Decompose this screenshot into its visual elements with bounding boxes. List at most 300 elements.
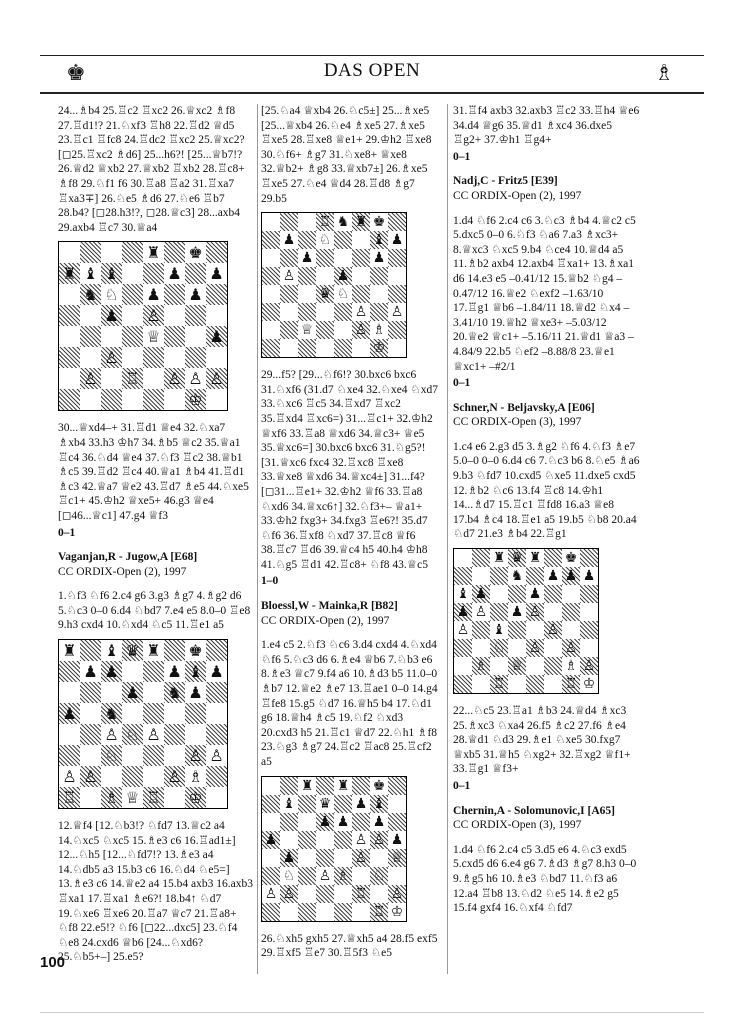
board-square bbox=[80, 661, 101, 682]
board-square bbox=[206, 640, 227, 661]
board-square bbox=[544, 657, 562, 675]
board-square bbox=[388, 321, 406, 339]
board-square bbox=[80, 724, 101, 745]
board-square bbox=[352, 285, 370, 303]
board-square bbox=[185, 682, 206, 703]
board-grid bbox=[58, 639, 228, 809]
game-text: 31.♖f4 axb3 32.axb3 ♖c2 33.♖h4 ♕e6 34.d4 ♕g6 35.♕d1 ♗xc4 36.dxe5 ♖g2+ 37.♔h1 ♖g4+ bbox=[453, 105, 640, 147]
board-square bbox=[185, 305, 206, 326]
game-event: CC ORDIX-Open (2), 1997 bbox=[453, 189, 582, 202]
board-square bbox=[143, 389, 164, 410]
board-square bbox=[164, 389, 185, 410]
chess-piece-icon: ♙ bbox=[167, 767, 182, 787]
chess-piece-icon: ♟ bbox=[564, 568, 578, 585]
chess-piece-icon: ♚ bbox=[372, 214, 386, 231]
chess-piece-icon: ♙ bbox=[104, 348, 119, 368]
board-square bbox=[262, 867, 280, 885]
board-square bbox=[262, 267, 280, 285]
board-square bbox=[164, 284, 185, 305]
board-square bbox=[352, 231, 370, 249]
chess-piece-icon: ♜ bbox=[336, 777, 350, 794]
board-square bbox=[262, 321, 280, 339]
board-square bbox=[352, 777, 370, 795]
board-square bbox=[143, 368, 164, 389]
board-square bbox=[59, 326, 80, 347]
board-square bbox=[352, 867, 370, 885]
board-square bbox=[298, 885, 316, 903]
board-square bbox=[352, 249, 370, 267]
board-square bbox=[508, 657, 526, 675]
board-square bbox=[334, 231, 352, 249]
game-text: [25.♘a4 ♕xb4 26.♘c5±] 25...♗xe5 [25...♕xb4 26.♘e4 ♗xe5 27.♗xe5 ♖xe5 28.♖xe8 ♕e1+ 29.♔h2 ♖xe8 30.♘f6+ ♗g7 31.♘xe8+ ♕xe8 32.♕b2+ ♗g8 33.♕xb7±] 26.♗xe5 ♖xe5 27.♘e4 ♕d4 28.♖d8 ♗g7 29.b5 bbox=[261, 105, 432, 205]
board-square bbox=[122, 389, 143, 410]
chess-piece-icon: ♟ bbox=[456, 604, 470, 621]
chess-piece-icon: ♝ bbox=[104, 264, 119, 284]
board-square bbox=[59, 242, 80, 263]
chess-piece-icon: ♜ bbox=[146, 641, 161, 661]
board-square bbox=[164, 347, 185, 368]
board-square bbox=[80, 389, 101, 410]
chess-piece-icon: ♕ bbox=[146, 327, 161, 347]
board-square bbox=[164, 263, 185, 284]
board-square bbox=[262, 777, 280, 795]
game-result: 0–1 bbox=[453, 377, 471, 390]
board-square bbox=[143, 263, 164, 284]
chess-piece-icon: ♘ bbox=[372, 867, 386, 884]
game-moves: 1.e4 c5 2.♘f3 ♘c6 3.d4 cxd4 4.♘xd4 ♘f6 5.♘c3 d6 6.♗e4 ♕b6 7.♘b3 e6 8.♗e3 ♕c7 9.f4 a6 10.♗d3 b5 11.0–0 ♗b7 12.♕e2 ♗e7 13.♖ae1 0–0 14.g4 ♖fe8 15.g5 ♘d7 16.♕h5 b4 17.♘d1 g6 18.♕h4 ♗c5 19.♘f2 ♘xd3 20.cxd3 h5 21.♖c1 ♕d7 22.♘h1 ♗f8 23.♘g3 ♗g7 24.♖c2 ♖ac8 25.♖cf2 a5 bbox=[261, 639, 438, 768]
chess-piece-icon: ♝ bbox=[492, 622, 506, 639]
board-square bbox=[370, 303, 388, 321]
chess-piece-icon: ♙ bbox=[282, 885, 296, 902]
game-text: 29...f5? [29...♘f6!? 30.bxc6 bxc6 31.♘xf6 (31.d7 ♘xe4 32.♘xe4 ♘xd7 33.♘xc6 ♖c5 34.♖xd7 ♖xc2 35.♖xd4 ♖xc6=) 31...♖c1+ 32.♔h2 ♕xf6 33.♖a8 ♕xd6 34.♕c3+ ♕e5 35.♕xc6=] 30.bxc6 bxc6 31.♘g5?! [31.♕xc6 fxc4 32.♖xc8 ♖xe8 33.♕xe8 ♕xd6 34.♕xc4±] 31...f4? [◻31...♖e1+ 32.♔h2 ♕f6 33.♖a8 ♘xd6 34.♕xc6↑] 32.♘f3+– ♕a1+ 33.♔h2 fxg3+ 34.fxg3 ♖e6?! 35.d7 ♘f6 36.♖xf8 ♘xd7 37.♖c8 ♕f6 38.♖c7 ♖d6 39.♕c4 h5 40.h4 ♔h8 41.♘g5 ♖d1 42.♖c8+ ♘f8 43.♕c5 bbox=[261, 369, 438, 571]
board-square bbox=[508, 621, 526, 639]
board-square bbox=[143, 682, 164, 703]
board-square bbox=[122, 326, 143, 347]
board-square bbox=[352, 813, 370, 831]
chess-piece-icon: ♙ bbox=[83, 767, 98, 787]
chess-piece-icon: ♙ bbox=[318, 867, 332, 884]
board-square bbox=[262, 813, 280, 831]
chess-piece-icon: ♗ bbox=[372, 322, 386, 339]
board-square bbox=[544, 585, 562, 603]
board-square bbox=[80, 368, 101, 389]
board-square bbox=[262, 249, 280, 267]
board-square bbox=[580, 567, 598, 585]
board-square bbox=[59, 640, 80, 661]
board-square bbox=[388, 303, 406, 321]
board-square bbox=[580, 657, 598, 675]
board-square bbox=[164, 766, 185, 787]
board-square bbox=[544, 603, 562, 621]
board-square bbox=[143, 745, 164, 766]
bottom-rule bbox=[40, 1012, 704, 1013]
chess-piece-icon: ♟ bbox=[62, 704, 77, 724]
chess-piece-icon: ♝ bbox=[104, 641, 119, 661]
board-square bbox=[370, 795, 388, 813]
chess-piece-icon: ♟ bbox=[336, 268, 350, 285]
board-square bbox=[472, 639, 490, 657]
board-square bbox=[143, 326, 164, 347]
board-square bbox=[122, 242, 143, 263]
board-square bbox=[280, 867, 298, 885]
board-square bbox=[206, 389, 227, 410]
board-square bbox=[580, 549, 598, 567]
board-square bbox=[388, 813, 406, 831]
board-square bbox=[334, 813, 352, 831]
board-grid bbox=[453, 548, 599, 694]
board-square bbox=[490, 675, 508, 693]
chess-piece-icon: ♙ bbox=[264, 885, 278, 902]
board-square bbox=[122, 263, 143, 284]
chess-piece-icon: ♙ bbox=[209, 746, 224, 766]
board-square bbox=[122, 284, 143, 305]
chess-piece-icon: ♗ bbox=[474, 658, 488, 675]
board-square bbox=[526, 621, 544, 639]
board-square bbox=[370, 903, 388, 921]
chess-piece-icon: ♕ bbox=[510, 658, 524, 675]
game-moves: 1.d4 ♘f6 2.c4 c6 3.♘c3 ♗b4 4.♕c2 c5 5.dxc5 0–0 6.♘f3 ♘a6 7.a3 ♗xc3+ 8.♕xc3 ♘xc5 9.b4 ♘ce4 10.♕d4 a5 11.♗b2 axb4 12.axb4 ♖xa1+ 13.♗xa1 d6 14.e3 e5 –0.41/12 15.♕b2 ♘g4 –0.47/12 16.♕e2 ♘exf2 –1.63/10 17.♖g1 ♕b6 –1.84/11 18.♕d2 ♘x4 –3.41/10 19.♕h2 ♕xe3+ –5.03/12 20.♕e2 ♕c1+ –5.16/11 21.♕d1 ♕a3 –4.84/9 22.b5 ♘ef2 –8.88/8 23.♕e1 ♕xc1+ –#2/1 bbox=[453, 214, 636, 373]
board-square bbox=[490, 567, 508, 585]
board-square bbox=[280, 321, 298, 339]
board-square bbox=[316, 903, 334, 921]
chess-piece-icon: ♙ bbox=[62, 767, 77, 787]
chess-piece-icon: ♙ bbox=[354, 849, 368, 866]
board-square bbox=[185, 703, 206, 724]
board-square bbox=[352, 831, 370, 849]
board-square bbox=[544, 675, 562, 693]
board-square bbox=[334, 777, 352, 795]
board-square bbox=[316, 795, 334, 813]
board-square bbox=[59, 787, 80, 808]
board-square bbox=[185, 326, 206, 347]
game-result: 1–0 bbox=[261, 575, 279, 588]
board-square bbox=[370, 213, 388, 231]
board-square bbox=[298, 303, 316, 321]
chess-piece-icon: ♖ bbox=[146, 788, 161, 808]
board-square bbox=[206, 284, 227, 305]
board-square bbox=[508, 639, 526, 657]
game-event: CC ORDIX-Open (3), 1997 bbox=[453, 819, 582, 832]
board-square bbox=[316, 321, 334, 339]
board-square bbox=[101, 766, 122, 787]
page-number: 100 bbox=[40, 954, 66, 971]
chess-piece-icon: ♔ bbox=[188, 788, 203, 808]
board-square bbox=[122, 724, 143, 745]
king-icon: ♚ bbox=[66, 60, 86, 85]
board-square bbox=[388, 831, 406, 849]
board-square bbox=[185, 368, 206, 389]
board-square bbox=[59, 389, 80, 410]
chess-piece-icon: ♝ bbox=[83, 264, 98, 284]
board-square bbox=[185, 724, 206, 745]
board-square bbox=[454, 549, 472, 567]
board-grid bbox=[261, 776, 407, 922]
board-square bbox=[122, 305, 143, 326]
chess-piece-icon: ♙ bbox=[528, 604, 542, 621]
board-square bbox=[388, 339, 406, 357]
board-square bbox=[143, 640, 164, 661]
chess-piece-icon: ♜ bbox=[62, 264, 77, 284]
board-square bbox=[334, 795, 352, 813]
board-square bbox=[262, 213, 280, 231]
board-square bbox=[508, 603, 526, 621]
board-square bbox=[59, 724, 80, 745]
chess-piece-icon: ♙ bbox=[390, 304, 404, 321]
game-event: CC ORDIX-Open (3), 1997 bbox=[453, 416, 582, 429]
chess-piece-icon: ♟ bbox=[390, 831, 404, 848]
chess-piece-icon: ♟ bbox=[546, 568, 560, 585]
board-square bbox=[164, 326, 185, 347]
chess-piece-icon: ♟ bbox=[510, 604, 524, 621]
game-event: CC ORDIX-Open (2), 1997 bbox=[58, 565, 187, 578]
chess-piece-icon: ♛ bbox=[318, 795, 332, 812]
board-square bbox=[206, 724, 227, 745]
board-square bbox=[472, 675, 490, 693]
chess-piece-icon: ♖ bbox=[564, 676, 578, 693]
board-square bbox=[316, 231, 334, 249]
board-square bbox=[122, 368, 143, 389]
board-square bbox=[508, 567, 526, 585]
board-square bbox=[262, 849, 280, 867]
board-square bbox=[59, 368, 80, 389]
board-square bbox=[298, 813, 316, 831]
board-square bbox=[562, 603, 580, 621]
board-square bbox=[262, 339, 280, 357]
board-square bbox=[280, 267, 298, 285]
board-square bbox=[101, 347, 122, 368]
chess-piece-icon: ♔ bbox=[582, 676, 596, 693]
chess-piece-icon: ♔ bbox=[390, 903, 404, 920]
chess-board bbox=[58, 241, 254, 411]
board-grid bbox=[58, 241, 228, 411]
board-square bbox=[562, 621, 580, 639]
board-square bbox=[370, 849, 388, 867]
board-square bbox=[298, 339, 316, 357]
chess-piece-icon: ♙ bbox=[354, 831, 368, 848]
board-square bbox=[490, 549, 508, 567]
board-square bbox=[370, 285, 388, 303]
game-moves: 1.c4 e6 2.g3 d5 3.♗g2 ♘f6 4.♘f3 ♗e7 5.0–0 0–0 6.d4 c6 7.♘c3 b6 8.♘e5 ♗a6 9.b3 ♘fd7 10.cxd5 ♘xe5 11.dxe5 cxd5 12.♗b2 ♘c6 13.f4 ♖c8 14.♔h1 14...♗d7 15.♖c1 ♖fd8 16.a3 ♕e8 17.b4 ♗c4 18.♖e1 a5 19.b5 ♘b8 20.a4 ♘d7 21.e3 ♗b4 22.♖g1 bbox=[453, 440, 640, 541]
board-square bbox=[316, 303, 334, 321]
game-text: 30...♕xd4–+ 31.♖d1 ♕e4 32.♘xa7 ♗xb4 33.h3 ♔h7 34.♗b5 ♕c2 35.♕a1 ♖c4 36.♘d4 ♕e4 37.♘f3 ♖c2 38.♕b1 ♗c5 39.♖d2 ♖c4 40.♕a1 ♗b4 41.♖d1 ♗c3 42.♕a7 ♕e2 43.♖d7 ♗e5 44.♘xe5 ♖c1+ 45.♔h2 ♕xe5+ 46.g3 ♕e4 [◻46...♕c1] 47.g4 ♕f3 bbox=[58, 422, 249, 522]
board-square bbox=[562, 567, 580, 585]
board-square bbox=[526, 657, 544, 675]
board-square bbox=[143, 284, 164, 305]
chess-piece-icon: ♟ bbox=[209, 662, 224, 682]
board-square bbox=[101, 640, 122, 661]
chess-piece-icon: ♟ bbox=[354, 795, 368, 812]
chess-piece-icon: ♟ bbox=[300, 250, 314, 267]
bishop-icon: ♗ bbox=[654, 60, 674, 85]
board-square bbox=[508, 549, 526, 567]
board-square bbox=[185, 661, 206, 682]
board-square bbox=[370, 231, 388, 249]
board-square bbox=[280, 213, 298, 231]
board-square bbox=[388, 903, 406, 921]
board-square bbox=[280, 795, 298, 813]
board-square bbox=[472, 657, 490, 675]
board-square bbox=[352, 885, 370, 903]
board-square bbox=[80, 787, 101, 808]
board-square bbox=[101, 326, 122, 347]
board-square bbox=[164, 640, 185, 661]
board-square bbox=[143, 703, 164, 724]
chess-piece-icon: ♙ bbox=[146, 306, 161, 326]
board-square bbox=[526, 549, 544, 567]
board-square bbox=[280, 813, 298, 831]
board-square bbox=[185, 766, 206, 787]
game-moves: 1.d4 ♘f6 2.c4 c5 3.d5 e6 4.♘c3 exd5 5.cxd5 d6 6.e4 g6 7.♗d3 ♗g7 8.h3 0–0 9.♗g5 h6 10.♗e3 ♘bd7 11.♘f3 a6 12.a4 ♖b8 13.♘d2 ♘e5 14.♗e2 g5 15.f4 gxf4 16.♘xf4 ♘fd7 bbox=[453, 843, 637, 915]
chess-piece-icon: ♚ bbox=[372, 777, 386, 794]
board-square bbox=[316, 285, 334, 303]
board-square bbox=[122, 745, 143, 766]
board-square bbox=[164, 682, 185, 703]
board-square bbox=[388, 777, 406, 795]
board-square bbox=[143, 766, 164, 787]
board-square bbox=[122, 682, 143, 703]
chess-piece-icon: ♟ bbox=[264, 831, 278, 848]
board-square bbox=[298, 321, 316, 339]
board-square bbox=[352, 903, 370, 921]
board-square bbox=[526, 603, 544, 621]
game-players: Vaganjan,R - Jugow,A [E68] bbox=[58, 551, 198, 564]
board-square bbox=[59, 305, 80, 326]
chess-piece-icon: ♟ bbox=[188, 285, 203, 305]
chess-piece-icon: ♙ bbox=[354, 304, 368, 321]
board-square bbox=[316, 813, 334, 831]
board-square bbox=[562, 639, 580, 657]
board-square bbox=[334, 267, 352, 285]
board-square bbox=[298, 249, 316, 267]
board-square bbox=[298, 849, 316, 867]
board-square bbox=[262, 285, 280, 303]
game-players: Chernin,A - Solomunovic,I [A65] bbox=[453, 804, 615, 817]
chess-piece-icon: ♖ bbox=[62, 788, 77, 808]
board-square bbox=[388, 849, 406, 867]
game-players: Schner,N - Beljavsky,A [E06] bbox=[453, 401, 595, 414]
chess-piece-icon: ♝ bbox=[372, 232, 386, 249]
board-square bbox=[101, 703, 122, 724]
board-square bbox=[508, 585, 526, 603]
chess-piece-icon: ♘ bbox=[492, 640, 506, 657]
chess-piece-icon: ♛ bbox=[125, 641, 140, 661]
board-square bbox=[206, 682, 227, 703]
board-square bbox=[316, 267, 334, 285]
board-square bbox=[101, 284, 122, 305]
board-square bbox=[185, 347, 206, 368]
board-square bbox=[352, 795, 370, 813]
board-square bbox=[454, 639, 472, 657]
board-square bbox=[280, 903, 298, 921]
game-event: CC ORDIX-Open (2), 1997 bbox=[261, 614, 390, 627]
chess-piece-icon: ♟ bbox=[188, 683, 203, 703]
board-square bbox=[490, 603, 508, 621]
board-square bbox=[490, 621, 508, 639]
board-square bbox=[206, 242, 227, 263]
board-square bbox=[206, 263, 227, 284]
board-square bbox=[164, 661, 185, 682]
board-square bbox=[472, 603, 490, 621]
chess-piece-icon: ♝ bbox=[188, 662, 203, 682]
board-square bbox=[262, 903, 280, 921]
chess-piece-icon: ♙ bbox=[209, 369, 224, 389]
board-square bbox=[206, 661, 227, 682]
board-square bbox=[185, 787, 206, 808]
board-square bbox=[352, 339, 370, 357]
board-square bbox=[280, 303, 298, 321]
chess-piece-icon: ♟ bbox=[318, 813, 332, 830]
board-square bbox=[544, 567, 562, 585]
board-square bbox=[206, 703, 227, 724]
board-square bbox=[334, 285, 352, 303]
board-square bbox=[454, 621, 472, 639]
board-square bbox=[206, 766, 227, 787]
board-square bbox=[454, 675, 472, 693]
board-square bbox=[352, 321, 370, 339]
chess-piece-icon: ♛ bbox=[510, 550, 524, 567]
page-header bbox=[40, 58, 704, 90]
board-square bbox=[59, 682, 80, 703]
board-square bbox=[370, 321, 388, 339]
game-text: 26.♘xh5 gxh5 27.♕xh5 a4 28.f5 exf5 29.♖xf5 ♖e7 30.♖5f3 ♘e5 bbox=[261, 932, 438, 960]
board-square bbox=[164, 242, 185, 263]
board-square bbox=[472, 567, 490, 585]
board-square bbox=[262, 231, 280, 249]
board-square bbox=[388, 249, 406, 267]
board-square bbox=[562, 585, 580, 603]
chess-piece-icon: ♚ bbox=[188, 243, 203, 263]
chess-piece-icon: ♖ bbox=[492, 676, 506, 693]
chess-piece-icon: ♝ bbox=[456, 586, 470, 603]
chess-piece-icon: ♖ bbox=[372, 903, 386, 920]
board-square bbox=[280, 849, 298, 867]
chess-piece-icon: ♕ bbox=[300, 322, 314, 339]
board-square bbox=[280, 339, 298, 357]
board-square bbox=[280, 249, 298, 267]
board-square bbox=[164, 368, 185, 389]
chess-piece-icon: ♟ bbox=[528, 586, 542, 603]
board-square bbox=[370, 867, 388, 885]
board-square bbox=[280, 885, 298, 903]
board-square bbox=[334, 303, 352, 321]
chess-piece-icon: ♟ bbox=[282, 232, 296, 249]
chess-piece-icon: ♗ bbox=[188, 767, 203, 787]
board-grid bbox=[261, 212, 407, 358]
board-square bbox=[334, 249, 352, 267]
board-square bbox=[80, 242, 101, 263]
chess-piece-icon: ♙ bbox=[104, 725, 119, 745]
board-square bbox=[80, 745, 101, 766]
board-square bbox=[580, 585, 598, 603]
board-square bbox=[472, 621, 490, 639]
board-square bbox=[352, 213, 370, 231]
board-square bbox=[370, 777, 388, 795]
chess-piece-icon: ♕ bbox=[390, 849, 404, 866]
board-square bbox=[454, 567, 472, 585]
chess-piece-icon: ♙ bbox=[354, 322, 368, 339]
board-square bbox=[316, 339, 334, 357]
board-square bbox=[143, 347, 164, 368]
chess-piece-icon: ♜ bbox=[492, 550, 506, 567]
chess-piece-icon: ♟ bbox=[372, 813, 386, 830]
board-square bbox=[206, 368, 227, 389]
column-1 bbox=[58, 104, 254, 965]
board-square bbox=[580, 621, 598, 639]
board-square bbox=[122, 787, 143, 808]
board-square bbox=[388, 867, 406, 885]
game-text: 12.♕f4 [12.♘b3!? ♘fd7 13.♕c2 a4 14.♘xc5 ♘xc5 15.♗e3 c6 16.♖ad1±] 12...♘h5 [12...♘fd7!? 13.♗e3 a4 14.♘db5 a3 15.b3 c6 16.♘d4 ♘e5=] 13.♗e3 c6 14.♕e2 a4 15.b4 axb3 16.axb3 ♖xa1 17.♖xa1 ♗e6?! 18.b4↑ ♘d7 19.♘xe6 ♖xe6 20.♖a7 ♕c7 21.♖a8+ ♘f8 22.e5!? ♘f6 [◻22...dxc5] 23.♘f4 ♘e8 24.cxd6 ♕b6 [24...♘xd6? 25.♘b5+–] 25.e5? bbox=[58, 820, 253, 964]
board-square bbox=[388, 885, 406, 903]
